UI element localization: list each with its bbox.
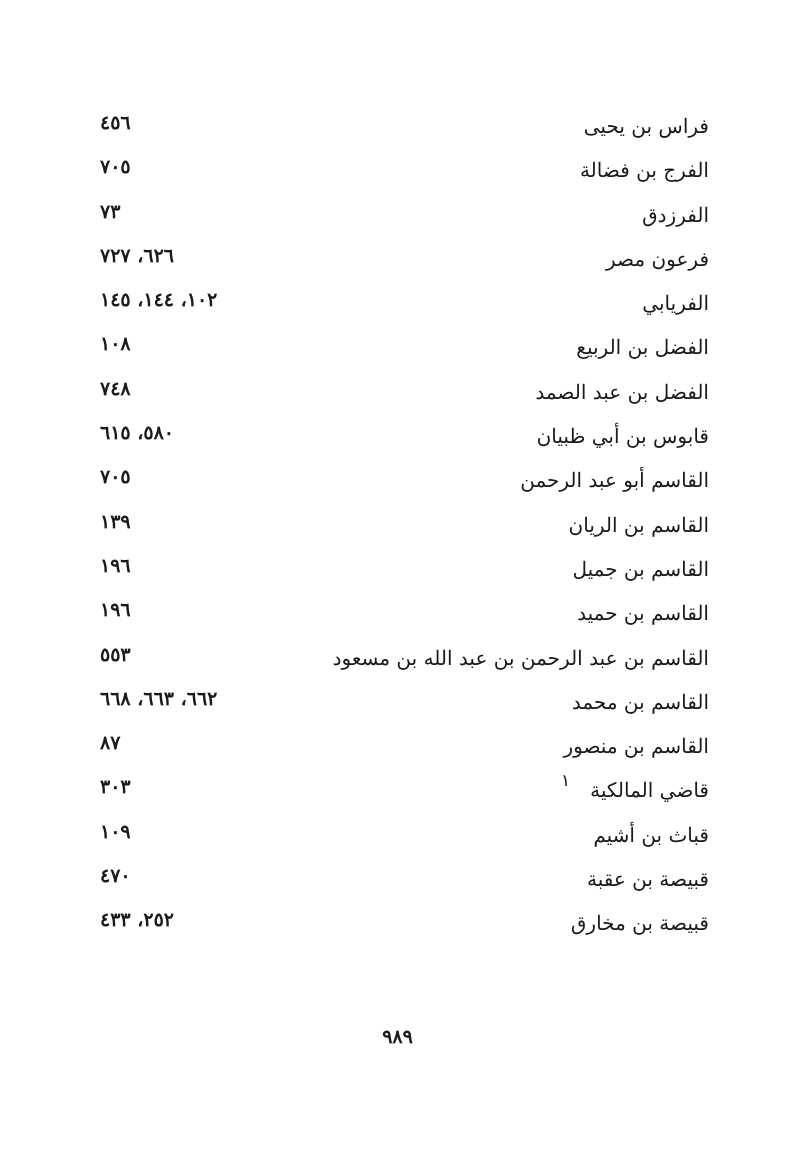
entry-name: القاسم بن منصور xyxy=(563,734,709,759)
entry-page-refs: ٧٤٨ xyxy=(100,377,131,400)
entry-name: قبيصة بن عقبة xyxy=(586,867,709,892)
entry-name: قاضي المالكية xyxy=(590,778,709,803)
index-entry xyxy=(0,547,795,591)
index-entry xyxy=(0,370,795,414)
entry-page-refs: ٨٧ xyxy=(100,732,121,755)
entry-name: القاسم بن جميل xyxy=(572,556,709,581)
index-entry xyxy=(0,591,795,635)
index-entry xyxy=(0,857,795,901)
entry-page-refs: ١٣٩ xyxy=(100,510,131,533)
entry-page-refs: ٥٨٠، ٦١٥ xyxy=(100,422,174,445)
index-entry xyxy=(0,503,795,547)
entry-page-refs: ١٩٦ xyxy=(100,599,131,622)
entry-page-refs: ٧٠٥ xyxy=(100,156,131,179)
index-list xyxy=(0,104,795,946)
entry-name: فراس بن يحيى xyxy=(583,114,709,138)
entry-name: الفرج بن فضالة xyxy=(579,158,709,183)
entry-page-refs: ٧٣ xyxy=(100,200,121,223)
page-number: ٩٨٩ xyxy=(382,1026,413,1048)
index-entry xyxy=(0,325,795,369)
entry-name: القاسم بن عبد الرحمن بن عبد الله بن مسعود xyxy=(332,645,709,670)
entry-name: فرعون مصر xyxy=(606,246,709,271)
entry-name: القاسم بن حميد xyxy=(577,601,709,626)
entry-page-refs: ١٩٦ xyxy=(100,554,131,577)
entry-page-refs: ٦٢٦، ٧٢٧ xyxy=(100,244,174,267)
index-entry xyxy=(0,193,795,237)
entry-page-refs: ٣٠٣ xyxy=(100,776,131,799)
entry-page-refs: ١٠٢، ١٤٤، ١٤٥ xyxy=(100,289,218,312)
entry-name: الفضل بن عبد الصمد xyxy=(535,379,709,404)
entry-name: الفرزدق xyxy=(642,202,709,227)
index-entry xyxy=(0,724,795,768)
entry-page-refs: ٤٧٠ xyxy=(100,865,131,888)
entry-page-refs: ٦٦٢، ٦٦٣، ٦٦٨ xyxy=(100,687,218,710)
entry-page-refs: ٤٥٦ xyxy=(100,112,131,134)
entry-name: القاسم بن الريان xyxy=(568,512,709,537)
index-entry xyxy=(0,237,795,281)
index-entry xyxy=(0,281,795,325)
index-entry xyxy=(0,636,795,680)
entry-name: قبيصة بن مخارق xyxy=(570,911,709,936)
entry-name: القاسم بن محمد xyxy=(571,689,709,714)
index-entry xyxy=(0,148,795,192)
entry-page-refs: ٧٠٥ xyxy=(100,466,131,489)
entry-name: الفضل بن الربيع xyxy=(576,335,709,360)
index-entry xyxy=(0,901,795,945)
index-entry xyxy=(0,414,795,458)
entry-name: قباث بن أشيم xyxy=(593,822,709,847)
entry-page-refs: ١٠٩ xyxy=(100,820,131,843)
index-entry xyxy=(0,813,795,857)
stray-mark: ١ xyxy=(561,771,571,791)
entry-name: القاسم أبو عبد الرحمن xyxy=(520,468,709,493)
entry-page-refs: ٢٥٢، ٤٣٣ xyxy=(100,909,174,932)
entry-name: قابوس بن أبي ظبيان xyxy=(536,424,709,449)
entry-page-refs: ١٠٨ xyxy=(100,333,131,356)
index-entry xyxy=(0,104,795,148)
index-entry xyxy=(0,768,795,812)
index-entry xyxy=(0,458,795,502)
entry-page-refs: ٥٥٣ xyxy=(100,643,131,666)
index-entry xyxy=(0,680,795,724)
entry-name: الفريابي xyxy=(642,291,709,316)
